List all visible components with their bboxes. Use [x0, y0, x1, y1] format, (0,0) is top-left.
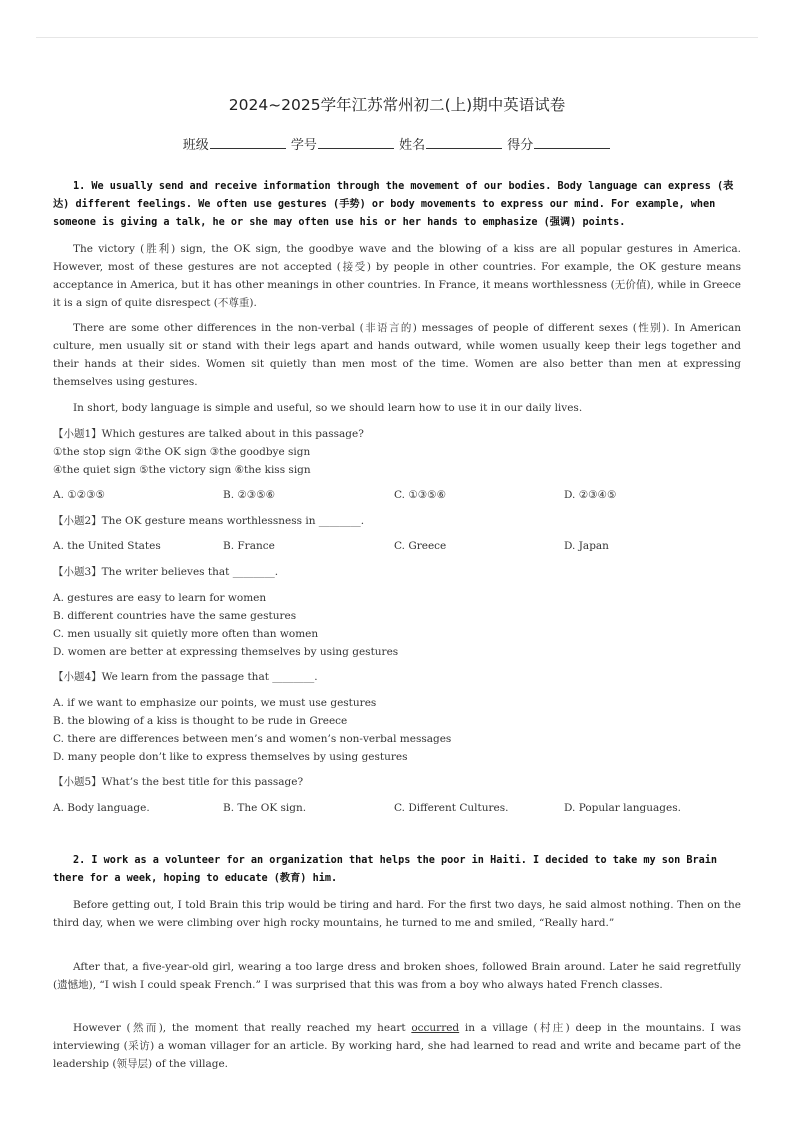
q1-paragraph-3: In short, body language is simple and useful, so we should learn how to use it in our daily lives. — [73, 402, 583, 414]
class-blank[interactable] — [210, 136, 286, 149]
q1-paragraph-1: The victory (胜利) sign, the OK sign, the goodbye wave and the blowing of a kiss are all popular gestures in America. However, most of these gestures are not accepted (接受) by people in other countries. For example, the OK gesture means acceptance in America, but it has other meanings in other countries. In France, it means worthlessness (无价值), while in Greece it is a sign of quite disrespect (不尊重). — [53, 243, 741, 309]
option-c[interactable]: C. men usually sit quietly more often than women — [53, 628, 319, 640]
underlined-word: occurred — [411, 1022, 460, 1034]
q1-sub5-stem: 【小题5】What’s the best title for this passage? — [53, 776, 304, 788]
header-rule — [36, 37, 758, 38]
option-a[interactable]: A. Body language. — [53, 802, 150, 814]
score-blank[interactable] — [534, 136, 610, 149]
option-b[interactable]: B. ②③⑤⑥ — [223, 489, 276, 501]
option-a[interactable]: A. ①②③⑤ — [53, 489, 105, 501]
student-info-row — [53, 134, 741, 153]
option-d[interactable]: D. ②③④⑤ — [564, 489, 617, 501]
option-d[interactable]: D. Popular languages. — [564, 802, 681, 814]
option-a[interactable]: A. if we want to emphasize our points, we must use gestures — [53, 697, 377, 709]
q1-sub2-options — [53, 537, 741, 555]
q1-sub3-stem: 【小题3】The writer believes that ________. — [53, 566, 279, 578]
option-c[interactable]: C. Greece — [394, 540, 447, 552]
option-b[interactable]: B. France — [223, 540, 275, 552]
score-label: 得分 — [507, 138, 534, 153]
option-d[interactable]: D. Japan — [564, 540, 609, 552]
q1-heading: 1. We usually send and receive information through the movement of our bodies. Body language can express (表达) different feelings. We often use gestures (手势) or body movements to express our mind. For example, when someone is giving a talk, he or she may often use his or her hands to emphasize (强调) points. — [53, 181, 734, 228]
q2-paragraph-1: Before getting out, I told Brain this trip would be tiring and hard. For the first two days, he said almost nothing. Then on the third day, when we were climbing over high rocky mountains, he turned to me and smiled, “Really hard.” — [53, 899, 741, 929]
q1-sub1-options — [53, 486, 741, 504]
number-blank[interactable] — [318, 136, 394, 149]
name-blank[interactable] — [426, 136, 502, 149]
option-b[interactable]: B. The OK sign. — [223, 802, 307, 814]
q2-paragraph-3 — [53, 1019, 741, 1073]
option-d[interactable]: D. many people don’t like to express themselves by using gestures — [53, 751, 408, 763]
q2-paragraph-2: After that, a five-year-old girl, wearing a too large dress and broken shoes, followed Brain around. Later he said regretfully (遗憾地), “I wish I could speak French.” I was surprised that this was from a boy who always hated French classes. — [53, 961, 741, 991]
option-c[interactable]: C. Different Cultures. — [394, 802, 509, 814]
number-label: 学号 — [290, 138, 317, 153]
name-label: 姓名 — [399, 138, 426, 153]
class-label: 班级 — [182, 138, 209, 153]
option-b[interactable]: B. the blowing of a kiss is thought to be rude in Greece — [53, 715, 348, 727]
option-d[interactable]: D. women are better at expressing themselves by using gestures — [53, 646, 399, 658]
q1-sub4-stem: 【小题4】We learn from the passage that ________. — [53, 671, 318, 683]
q1-sub1-list-1: ①the stop sign ②the OK sign ③the goodbye sign — [53, 446, 311, 458]
option-c[interactable]: C. there are differences between men’s and women’s non-verbal messages — [53, 733, 452, 745]
option-a[interactable]: A. the United States — [53, 540, 161, 552]
q2-p3-text-before: However (然而), the moment that really reached my heart — [73, 1022, 412, 1034]
option-a[interactable]: A. gestures are easy to learn for women — [53, 592, 267, 604]
page-title: 2024~2025学年江苏常州初二(上)期中英语试卷 — [228, 96, 566, 114]
q1-sub1-list-2: ④the quiet sign ⑤the victory sign ⑥the kiss sign — [53, 464, 311, 476]
q1-paragraph-2: There are some other differences in the non-verbal (非语言的) messages of people of different sexes (性别). In American culture, men usually sit or stand with their legs apart and hands outward, while women usually keep their legs together and their hands at their sides. Women sit quietly than men most of the time. Women are also better than men at expressing themselves using gestures. — [53, 322, 741, 388]
q1-sub2-stem: 【小题2】The OK gesture means worthlessness in ________. — [53, 515, 365, 527]
q2-heading: 2. I work as a volunteer for an organization that helps the poor in Haiti. I decided to take my son Brain there for a week, hoping to educate (教育) him. — [53, 855, 718, 884]
option-b[interactable]: B. different countries have the same gestures — [53, 610, 297, 622]
q1-sub1-stem: 【小题1】Which gestures are talked about in this passage? — [53, 428, 364, 440]
q2-p3-text-after: in a village (村庄) deep in the mountains. I was interviewing (采访) a woman villager for an article. By working hard, she had learned to read and write and became part of the leadership (领导层) of the village. — [53, 1022, 741, 1070]
option-c[interactable]: C. ①③⑤⑥ — [394, 489, 446, 501]
q1-sub5-options — [53, 799, 741, 817]
